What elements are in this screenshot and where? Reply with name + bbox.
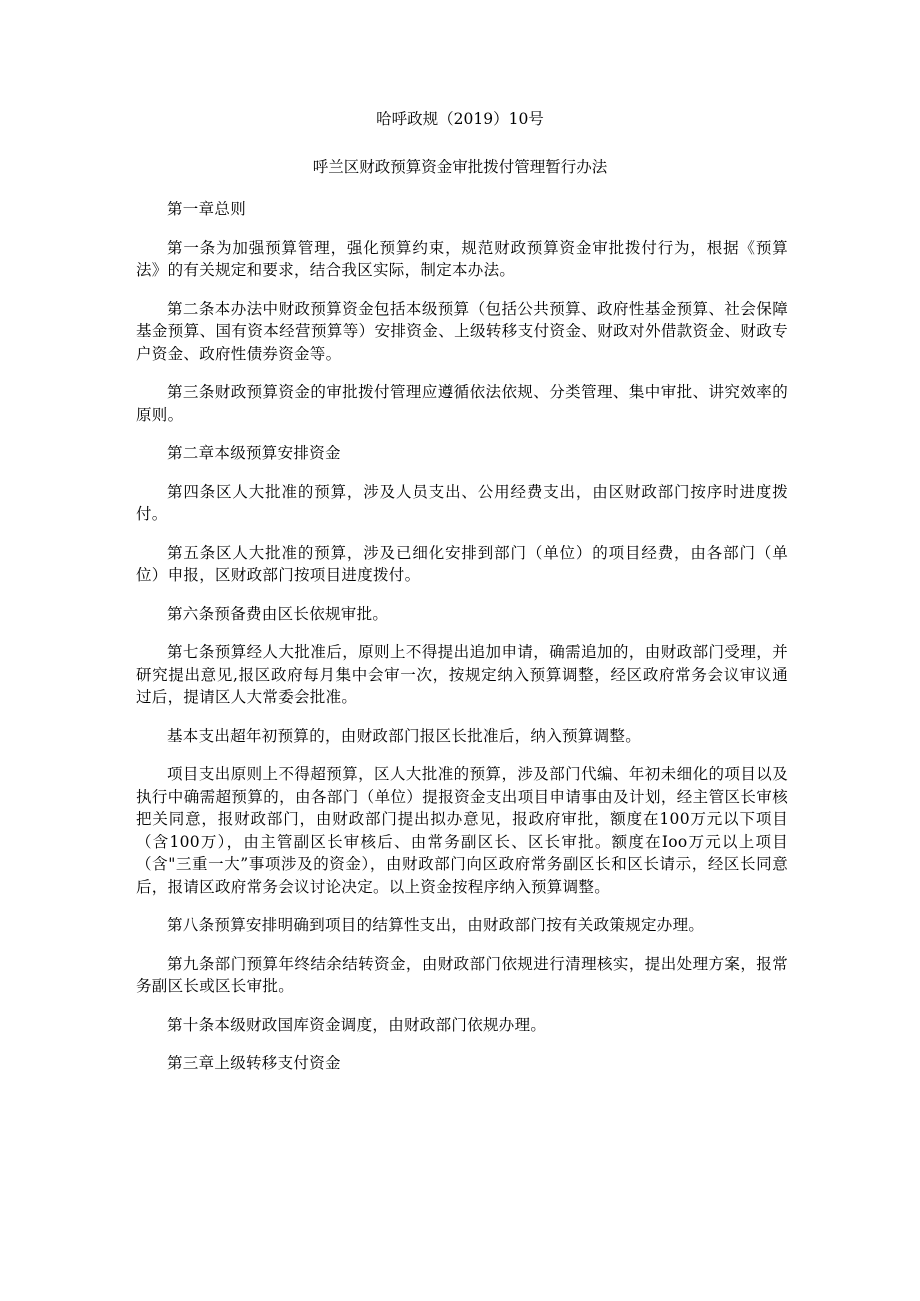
article-10: 第十条本级财政国库资金调度，由财政部门依规办理。 xyxy=(167,1015,547,1034)
article-7-basic-expenditure: 基本支出超年初预算的，由财政部门报区长批准后，纳入预算调整。 xyxy=(167,726,642,745)
chapter-heading-3: 第三章上级转移支付资金 xyxy=(167,1054,341,1072)
article-3: 第三条财政预算资金的审批拨付管理应遵循依法依规、分类管理、集中审批、讲究效率的原则。 xyxy=(136,383,788,424)
article-6: 第六条预备费由区长依规审批。 xyxy=(167,604,389,623)
article-7: 第七条预算经人大批准后，原则上不得提出追加申请，确需追加的，由财政部门受理，并研究提出意见,报区政府每月集中会审一次，按规定纳入预算调整，经区政府常务会议审议通过后，提请区人大常委会批准。 xyxy=(136,643,788,706)
article-9: 第九条部门预算年终结余结转资金，由财政部门依规进行清理核实，提出处理方案，报常务副区长或区长审批。 xyxy=(136,954,788,995)
article-8: 第八条预算安排明确到项目的结算性支出，由财政部门按有关政策规定办理。 xyxy=(167,916,705,934)
chapter-heading-2: 第二章本级预算安排资金 xyxy=(167,444,341,462)
chapter-heading-1: 第一章总则 xyxy=(167,200,247,218)
document-body xyxy=(136,198,788,1091)
article-4: 第四条区人大批准的预算，涉及人员支出、公用经费支出，由区财政部门按序时进度拨付。 xyxy=(136,482,788,523)
article-7-project-expenditure: 项目支出原则上不得超预算，区人大批准的预算，涉及部门代编、年初未细化的项目以及执行中确需超预算的，由各部门（单位）提报资金支出项目申请事由及计划，经主管区长审核把关同意，报财政部门，由财政部门提出拟办意见，报政府审批，额度在100万元以下项目（含100万），由主管副区长审核后、由常务副区长、区长审批。额度在Ioo万元以上项目（含"三重一大”事项涉及的资金），由财政部门向区政府常务副区长和区长请示，经区长同意后，报请区政府常务会议讨论决定。以上资金按程序纳入预算调整。 xyxy=(136,765,788,896)
document-number: 哈呼政规（2019）10号 xyxy=(376,110,544,128)
article-5: 第五条区人大批准的预算，涉及已细化安排到部门（单位）的项目经费，由各部门（单位）申报，区财政部门按项目进度拨付。 xyxy=(136,543,788,584)
article-2: 第二条本办法中财政预算资金包括本级预算（包括公共预算、政府性基金预算、社会保障基金预算、国有资本经营预算等）安排资金、上级转移支付资金、财政对外借款资金、财政专户资金、政府性债券资金等。 xyxy=(136,299,788,363)
document-title: 呼兰区财政预算资金审批拨付管理暂行办法 xyxy=(312,158,608,176)
article-1: 第一条为加强预算管理，强化预算约束，规范财政预算资金审批拨付行为，根据《预算法》的有关规定和要求，结合我区实际，制定本办法。 xyxy=(136,238,788,279)
